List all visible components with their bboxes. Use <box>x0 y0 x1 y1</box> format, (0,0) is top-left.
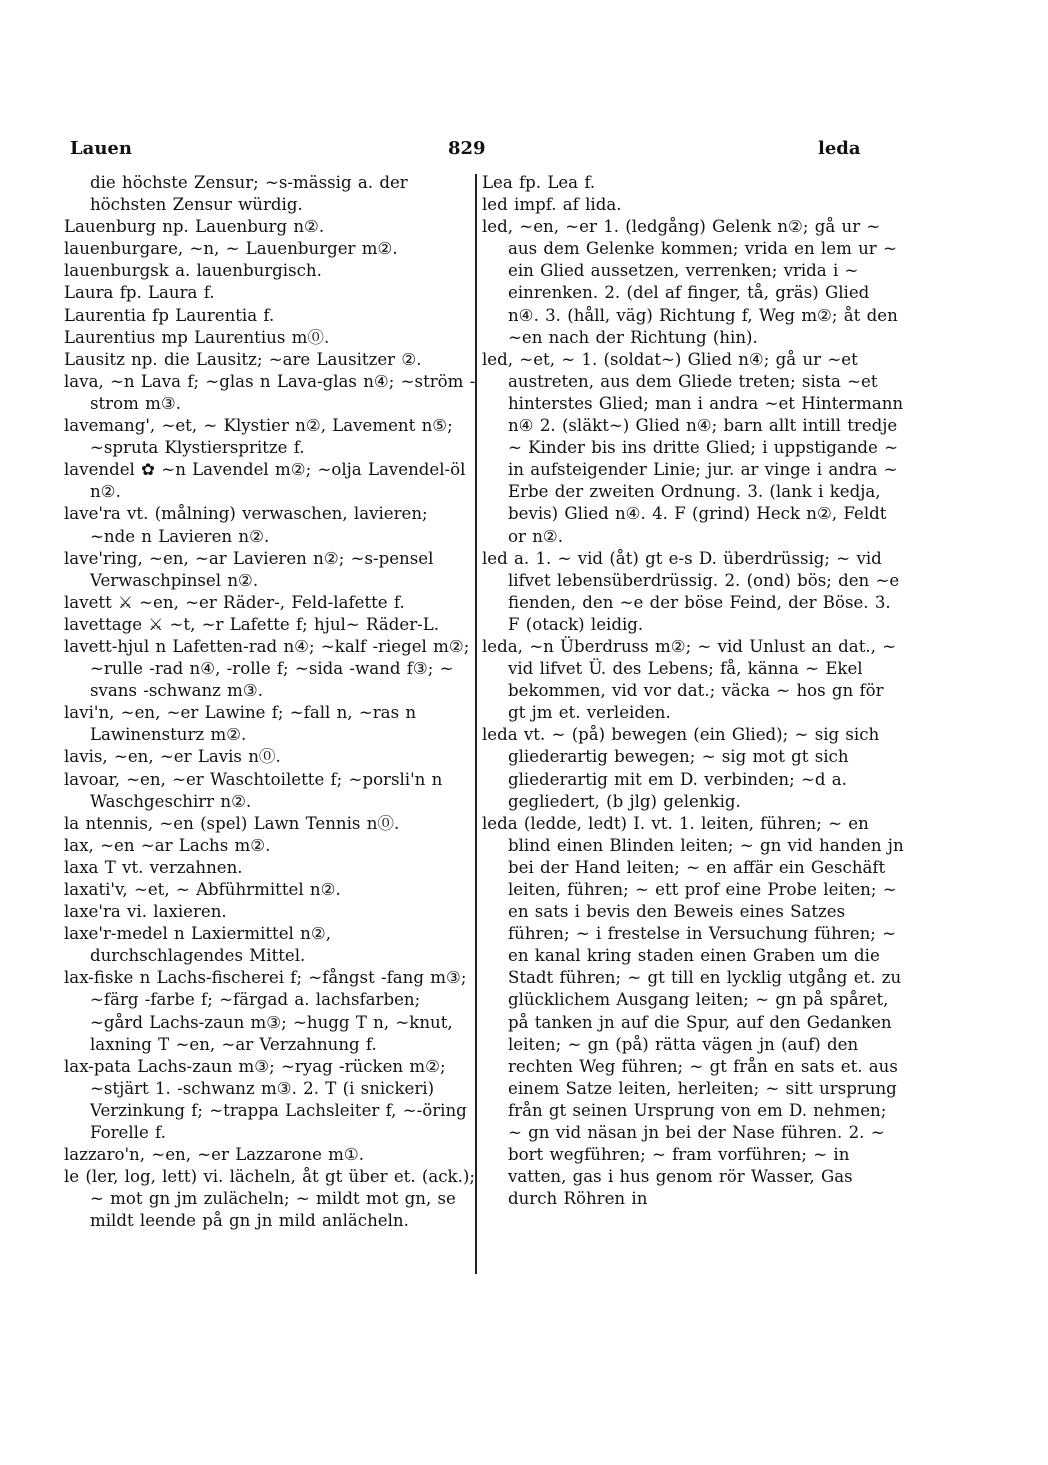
dictionary-entry: lavi'n, ~en, ~er Lawine f; ~fall n, ~ras n Lawinensturz m②. <box>64 703 417 745</box>
left-column <box>64 172 478 1233</box>
dictionary-entry: lave'ra vt. (målning) verwaschen, lavieren; ~nde n Lavieren n②. <box>64 504 428 546</box>
dictionary-entry: laxe'ra vi. laxieren. <box>64 902 227 922</box>
page-number: 829 <box>448 138 486 159</box>
dictionary-entry: lazzaro'n, ~en, ~er Lazzarone m①. <box>64 1145 365 1165</box>
dictionary-entry: led impf. af lida. <box>482 195 622 215</box>
dictionary-entry: laxa T vt. verzahnen. <box>64 857 243 877</box>
dictionary-entry: Lea fp. Lea f. <box>482 173 596 192</box>
dictionary-entry: laxe'r-medel n Laxiermittel n②, durchschlagendes Mittel. <box>64 924 331 966</box>
dictionary-entry: lax-pata Lachs-zaun m③; ~ryag -rücken m②; ~stjärt 1. -schwanz m③. 2. T (i snickeri) Verzinkung f; ~trappa Lachsleiter f, ~-öring Forelle f. <box>64 1056 467 1143</box>
dictionary-entry: Laurentius mp Laurentius m⓪. <box>64 327 330 347</box>
dictionary-entry: Laurentia fp Laurentia f. <box>64 305 275 325</box>
dictionary-entry: lave'ring, ~en, ~ar Lavieren n②; ~s-pensel Verwaschpinsel n②. <box>64 548 434 590</box>
dictionary-entry: lauenburgsk a. lauenburgisch. <box>64 261 322 281</box>
dictionary-entry: die höchste Zensur; ~s-mässig a. der höchsten Zensur würdig. <box>90 173 408 215</box>
dictionary-entry: lax-fiske n Lachs-fischerei f; ~fångst -fang m③; ~färg -farbe f; ~färgad a. lachsfarben; ~gård Lachs-zaun m③; ~hugg T n, ~knut, laxning T ~en, ~ar Verzahnung f. <box>64 968 467 1054</box>
running-head-left: Lauen <box>70 138 132 159</box>
running-head-right: leda <box>818 138 861 159</box>
dictionary-entry: lax, ~en ~ar Lachs m②. <box>64 835 271 855</box>
dictionary-entry: lauenburgare, ~n, ~ Lauenburger m②. <box>64 239 398 259</box>
dictionary-entry: lava, ~n Lava f; ~glas n Lava-glas n④; ~ström -strom m③. <box>64 371 476 413</box>
dictionary-entry: lavemang', ~et, ~ Klystier n②, Lavement n⑤; ~spruta Klystierspritze f. <box>64 416 453 458</box>
dictionary-entry: leda vt. ~ (på) bewegen (ein Glied); ~ sig sich gliederartig bewegen; ~ sig mot gt sich gliederartig mit em D. verbinden; ~d a. gegliedert, (b jlg) gelenkig. <box>482 725 880 811</box>
dictionary-entry: leda, ~n Überdruss m②; ~ vid Unlust an dat., ~ vid lifvet Ü. des Lebens; få, känna ~ Ekel bekommen, vid vor dat.; väcka ~ hos gn för gt jm et. verleiden. <box>482 636 897 723</box>
dictionary-entry: lavis, ~en, ~er Lavis n⓪. <box>64 747 281 767</box>
dictionary-entry: lavett ⚔ ~en, ~er Räder-, Feld-lafette f. <box>64 592 405 612</box>
dictionary-entry: le (ler, log, lett) vi. lächeln, åt gt über et. (ack.); ~ mot gn jm zulächeln; ~ mildt mot gn, se mildt leende på gn jn mild anlächeln. <box>64 1167 475 1231</box>
dictionary-entry: Laura fp. Laura f. <box>64 283 215 303</box>
dictionary-entry: led, ~en, ~er 1. (ledgång) Gelenk n②; gå ur ~ aus dem Gelenke kommen; vrida en lem ur ~ ein Glied aussetzen, verrenken; vrida i ~ einrenken. 2. (del af finger, tå, gräs) Glied n④. 3. (håll, väg) Richtung f, Weg m②; åt den ~en nach der Richtung (hin). <box>482 217 898 347</box>
dictionary-entry: led, ~et, ~ 1. (soldat~) Glied n④; gå ur ~et austreten, aus dem Gliede treten; sista ~et hinterstes Glied; man i andra ~et Hintermann n④ 2. (släkt~) Glied n④; barn allt intill tredje ~ Kinder bis ins dritte Glied; i uppstigande ~ in aufsteigender Linie; jur. ar vinge i andra ~ Erbe der zweiten Ordnung. 3. (lank i kedja, bevis) Glied n④. 4. F (grind) Heck n②, Feldt or n②. <box>482 349 904 546</box>
right-column <box>482 172 904 1210</box>
dictionary-entry: laxati'v, ~et, ~ Abführmittel n②. <box>64 880 341 899</box>
dictionary-entry: la ntennis, ~en (spel) Lawn Tennis n⓪. <box>64 813 400 833</box>
dictionary-entry: lavett-hjul n Lafetten-rad n④; ~kalf -riegel m②; ~rulle -rad n④, -rolle f; ~sida -wand f③; ~ svans -schwanz m③. <box>64 636 470 701</box>
dictionary-entry: lavendel ✿ ~n Lavendel m②; ~olja Lavendel-öl n②. <box>64 460 466 502</box>
dictionary-entry: lavoar, ~en, ~er Waschtoilette f; ~porsli'n n Waschgeschirr n②. <box>64 769 443 811</box>
dictionary-entry: Lausitz np. die Lausitz; ~are Lausitzer ②. <box>64 349 422 369</box>
dictionary-entry: lavettage ⚔ ~t, ~r Lafette f; hjul~ Räder-L. <box>64 614 440 634</box>
dictionary-entry: Lauenburg np. Lauenburg n②. <box>64 217 325 237</box>
dictionary-entry: led a. 1. ~ vid (åt) gt e-s D. überdrüssig; ~ vid lifvet lebensüberdrüssig. 2. (ond) bös; den ~e fienden, den ~e der böse Feind, der Böse. 3. F (otack) leidig. <box>482 548 900 634</box>
dictionary-entry: leda (ledde, ledt) I. vt. 1. leiten, führen; ~ en blind einen Blinden leiten; ~ gn vid handen jn bei der Hand leiten; ~ en affär ein Geschäft leiten, führen; ~ ett prof eine Probe leiten; ~ en sats i bevis den Beweis eines Satzes führen; ~ i frestelse in Versuchung führen; ~ en kanal kring staden einen Graben um die Stadt führen; ~ gt till en lycklig utgång et. zu glücklichem Ausgang leiten; ~ gn på spåret, på tanken jn auf die Spur, auf den Gedanken leiten; ~ gn (på) rätta vägen jn (auf) den rechten Weg führen; ~ gt från en sats et. aus einem Satze leiten, herleiten; ~ sitt ursprung från gt seinen Ursprung von em D. nehmen; ~ gn vid näsan jn bei der Nase führen. 2. ~ bort wegführen; ~ fram vorführen; ~ in vatten, gas i hus genom rör Wasser, Gas durch Röhren in <box>482 813 904 1209</box>
column-divider <box>475 174 477 1274</box>
